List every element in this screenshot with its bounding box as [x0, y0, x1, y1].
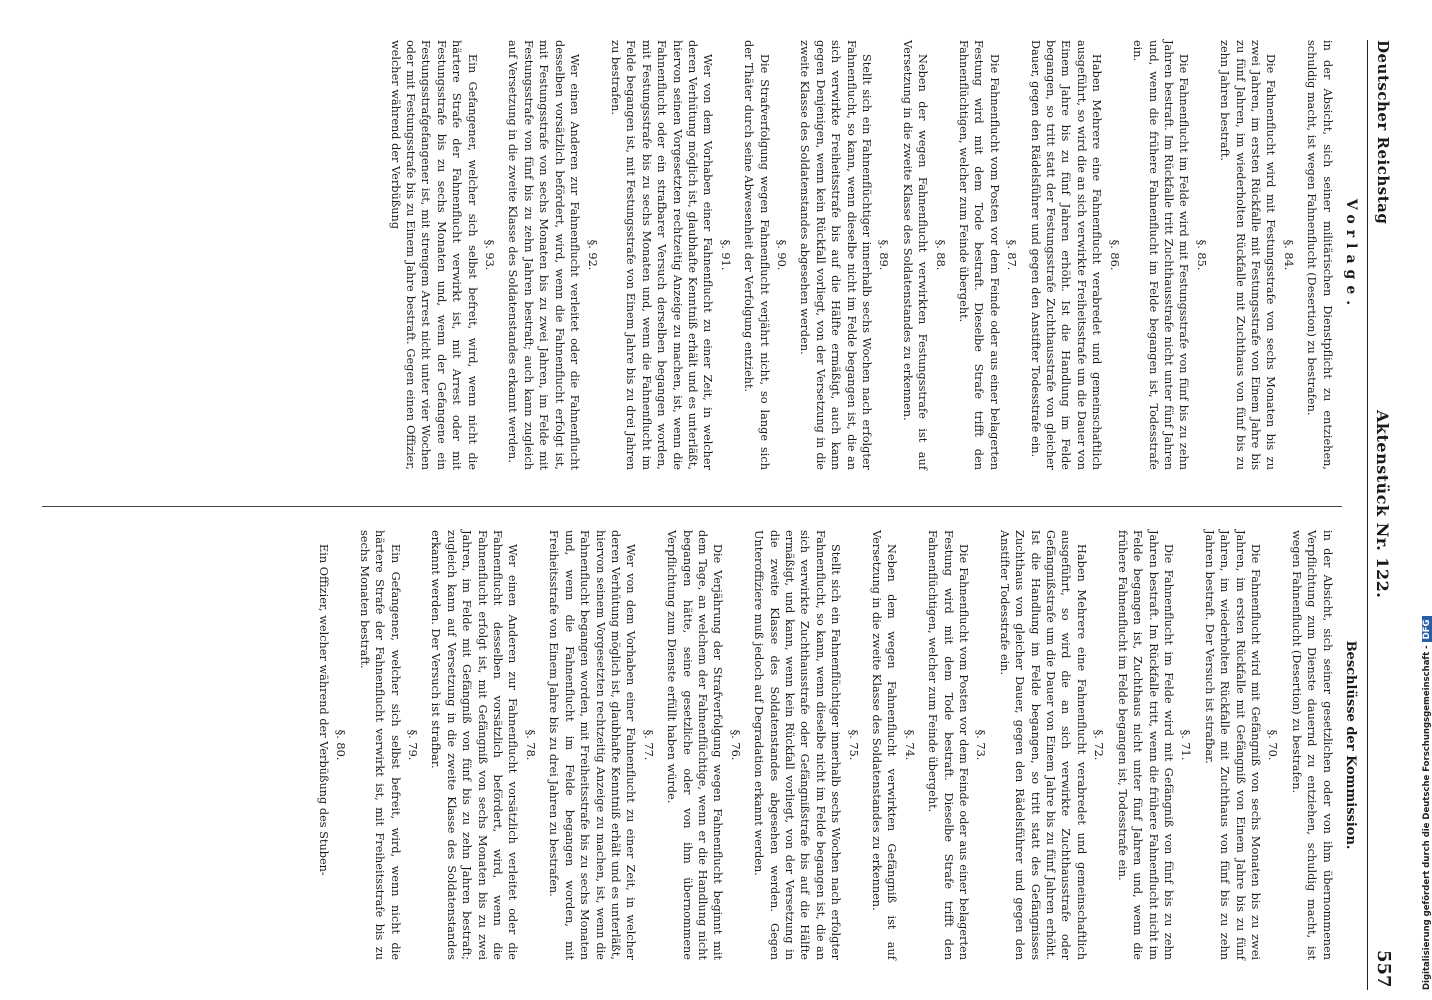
section-text: Wer von dem Vorhaben einer Fahnenflucht zu einer Zeit, in welcher deren Verhütung möglich ist, glaubhafte Kenntniß erhält und es unterläßt, hiervon seinen Vorgesetzten rechtzeitig Anzeige zu machen, ist, wenn die Fahnenflucht oder ein strafbarer Versuch derselben begangen worden, mit Festungsstrafe bis zu sechs Monaten und, wenn die Fahnenflucht im Felde begangen ist, mit Festungsstrafe von Einem Jahre bis zu drei Jahren zu bestrafen. — [608, 40, 715, 470]
page-number: 557 — [1373, 950, 1394, 988]
section-number: §. 75. — [846, 729, 860, 761]
section-number: §. 74. — [902, 729, 916, 761]
section-text: Ein Gefangener, welcher sich selbst befreit, wird, wenn nicht die härtere Strafe der Fahnenflucht verwirkt ist, mit Arrest oder mit Festungsstrafe bis zu sechs Monaten und, wenn der Gefangene ein Festungsstrafgefangener ist, mit strengem Arrest nicht unter vier Wochen oder mit Festungsstrafe bis zu Einem Jahre bestraft. Gegen einen Offizier, welcher während der Verbüßung — [388, 40, 479, 470]
section-text: Ein Offizier, welcher während der Verbüßung des Stuben- — [317, 544, 331, 876]
section-number: §. 90. — [775, 239, 788, 271]
section-text: Stellt sich ein Fahnenflüchtiger innerhalb sechs Wochen nach erfolgter Fahnenflucht, so kann, wenn dieselbe nicht im Felde begangen ist, die an sich verwirkte Zuchthausstrafe oder Gefängnißstrafe bis auf die Hälfte ermäßigt, und kann, wenn kein Rückfall vorliegt, von der Versetzung in die zweite Klasse des Soldatenstandes abgesehen werden. Gegen Unteroffiziere muß jedoch auf Degradation erkannt werden. — [752, 530, 843, 960]
section-text: Haben Mehrere eine Fahnenflucht verabredet und gemeinschaftlich ausgeführt, so wird die an sich verwirkte Freiheitsstrafe um die Dauer von Einem Jahre bis zu fünf Jahren erhöht. Ist die Handlung im Felde begangen, so tritt statt der Festungsstrafe Zuchthausstrafe von gleicher Dauer, gegen den Rädelsführer und gegen den Anstifter Todesstrafe ein. — [1028, 40, 1104, 470]
section-text: Die Verjährung der Strafverfolgung wegen Fahnenflucht beginnt mit dem Tage, an welchem der Fahnenflüchtige, wenn er die Handlung nicht begangen hätte, seine gesetzliche oder von ihm übernommene Verpflichtung zum Dienste erfüllt haben würde. — [665, 530, 725, 960]
header-middle: Aktenstück Nr. 122. — [1373, 410, 1392, 599]
section-number: §. 71. — [1179, 729, 1193, 761]
section-text: Wer von dem Vorhaben einer Fahnenflucht zu einer Zeit, in welcher deren Verhütung möglich ist, glaubhafte Kenntniß erhält und es unterläßt, hiervon seinem Vorgesetzten rechtzeitig Anzeige zu machen, ist, wenn die Fahnenflucht begangen worden, mit Freiheitsstrafe bis zu sechs Monaten und, wenn die Fahnenflucht im Felde begangen worden, mit Freiheitsstrafe von Einem Jahre bis zu drei Jahren zu bestrafen. — [547, 530, 638, 960]
section-number: §. 88. — [933, 239, 947, 271]
section-number: §. 86. — [1107, 239, 1121, 271]
section-number: §. 77. — [641, 729, 655, 761]
section-text: Stellt sich ein Fahnenflüchtiger innerhalb sechs Wochen nach erfolgter Fahnenflucht, so kann, wenn dieselbe nicht im Felde begangen ist, die an sich verwirkte Freiheitsstrafe bis auf die Hälfte ermäßigt, auch kann gegen Denjenigen, wenn kein Rückfall vorliegt, von der Versetzung in die zweite Klasse des Soldatenstandes abgesehen werden. — [798, 40, 874, 470]
section-text: Die Fahnenflucht vom Posten vor dem Feinde oder aus einer belagerten Festung wird mit dem Tode bestraft. Dieselbe Strafe trifft den Fahnenflüchtigen, welcher zum Feinde übergeht. — [957, 40, 1001, 470]
header-left: Deutscher Reichstag — [1374, 40, 1392, 225]
section-text: Ein Gefangener, welcher sich selbst befreit, wird, wenn nicht die härtere Strafe der Fahnenflucht verwirkt ist, mit Freiheitsstrafe bis zu sechs Monaten bestraft. — [357, 530, 402, 960]
right-sections — [316, 530, 1281, 960]
section-number: §. 76. — [728, 729, 742, 761]
section-number: §. 84. — [1281, 239, 1295, 271]
left-sections — [387, 40, 1296, 470]
section-number: §. 87. — [1005, 239, 1019, 271]
right-intro: in der Absicht, sich seiner gesetzlichen oder von ihm übernommenen Verpflichtung zum Dienste dauernd zu entziehen, schuldig macht, ist wegen Fahnenflucht (Desertion) zu bestrafen. — [1289, 530, 1334, 960]
section-text: Neben dem wegen Fahnenflucht verwirkten Gefängniß ist auf Versetzung in die zweite Klasse des Soldatenstandes zu erkennen. — [870, 530, 899, 960]
right-column-heading: Beschlüsse der Kommission. — [1343, 640, 1358, 850]
section-number: §. 70. — [1266, 729, 1280, 761]
section-text: Die Fahnenflucht im Felde wird mit Gefängniß von fünf bis zu zehn Jahren bestraft. Im Rückfalle tritt, wenn die frühere Fahnenflucht nicht im Felde begangen ist, Zuchthaus nicht unter fünf Jahren und, wenn die frühere Fahnenflucht im Felde begangen ist, Todesstrafe ein. — [1115, 530, 1175, 960]
section-number: §. 80. — [334, 729, 348, 761]
left-intro: in der Absicht, sich seiner militärischen Dienstpflicht zu entziehen, schuldig macht, ist wegen Fahnenflucht (Desertion) zu bestrafen. — [1305, 40, 1334, 470]
section-text: Die Fahnenflucht wird mit Festungsstrafe von sechs Monaten bis zu zwei Jahren, im ersten Rückfalle mit Festungsstrafe von Einem Jahre bis zu fünf Jahren, im wiederholten Rückfalle mit Zuchthaus von fünf bis zu zehn Jahren bestraft. — [1218, 40, 1278, 470]
section-number: §. 92. — [585, 239, 599, 271]
section-text: Die Fahnenflucht wird mit Gefängniß von sechs Monaten bis zu zwei Jahren, im ersten Rückfalle mit Gefängniß von Einem Jahre bis zu fünf Jahren, im wiederholten Rückfalle mit Zuchthaus von fünf bis zu zehn Jahren bestraft. Der Versuch ist strafbar. — [1202, 530, 1262, 960]
column-divider — [42, 506, 1342, 507]
section-text: Wer einen Anderen zur Fahnenflucht verleitet oder die Fahnenflucht desselben vorsätzlich befördert, wird, wenn die Fahnenflucht erfolgt ist, mit Festungsstrafe von sechs Monaten bis zu zwei Jahren, im Felde mit Festungsstrafe von fünf bis zu zehn Jahren bestraft; auch kann zugleich auf Versetzung in die zweite Klasse des Soldatenstandes erkannt werden. — [506, 40, 582, 470]
right-column — [314, 530, 1360, 960]
section-text: Die Fahnenflucht im Felde wird mit Festungsstrafe von fünf bis zu zehn Jahren bestraft. Im Rückfalle tritt Zuchthausstrafe nicht unter fünf Jahren und, wenn die frühere Fahnenflucht im Felde begangen ist, Todesstrafe ein. — [1131, 40, 1191, 470]
section-number: §. 93. — [483, 239, 497, 271]
footer-credit — [1422, 0, 1432, 990]
section-number: §. 78. — [523, 729, 537, 761]
section-number: §. 79. — [406, 729, 420, 761]
section-text: Haben Mehrere eine Fahnenflucht verabredet und gemeinschaftlich ausgeführt, so wird die an sich verwirkte Zuchthausstrafe oder Gefängnißstrafe um die Dauer von Einem Jahre bis zu fünf Jahren erhöht. Ist die Handlung im Felde begangen, so tritt statt des Gefängnisses Zuchthaus von gleicher Dauer, gegen den Rädelsführer und gegen den Anstifter Todesstrafe ein. — [997, 530, 1088, 960]
section-text: Neben der wegen Fahnenflucht verwirkten Festungsstrafe ist auf Versetzung in die zweite Klasse des Soldatenstandes zu erkennen. — [900, 40, 930, 470]
left-column-heading: Vorlage. — [1343, 198, 1359, 312]
footer-text: Digitalisierung gefördert durch die Deutsche Forschungsgemeinschaft - — [1422, 645, 1432, 990]
header-rule — [1367, 40, 1368, 990]
dfg-badge: DFG — [1422, 616, 1432, 642]
section-number: §. 72. — [1092, 729, 1106, 761]
left-column — [385, 40, 1360, 470]
section-number: §. 85. — [1194, 239, 1208, 271]
section-number: §. 91. — [718, 239, 732, 271]
section-text: Die Strafverfolgung wegen Fahnenflucht verjährt nicht, so lange sich der Thäter durch seine Abwesenheit der Verfolgung entzieht. — [742, 40, 771, 470]
section-text: Die Fahnenflucht vom Posten vor dem Feinde oder aus einer belagerten Festung wird mit dem Tode bestraft. Dieselbe Strafe trifft den Fahnenflüchtigen, welcher zum Feinde übergeht. — [926, 530, 971, 960]
section-number: §. 73. — [974, 729, 988, 761]
section-text: Wer einen Anderen zur Fahnenflucht vorsätzlich verleitet oder die Fahnenflucht desselben vorsätzlich befördert, wird, wenn die Fahnenflucht erfolgt ist, mit Gefängniß von sechs Monaten bis zu zwei Jahren, im Felde mit Gefängniß von fünf bis zu zehn Jahren bestraft; zugleich kann auf Versetzung in die zweite Klasse des Soldatenstandes erkannt werden. Der Versuch ist strafbar. — [429, 530, 520, 960]
section-number: §. 89. — [877, 239, 891, 271]
